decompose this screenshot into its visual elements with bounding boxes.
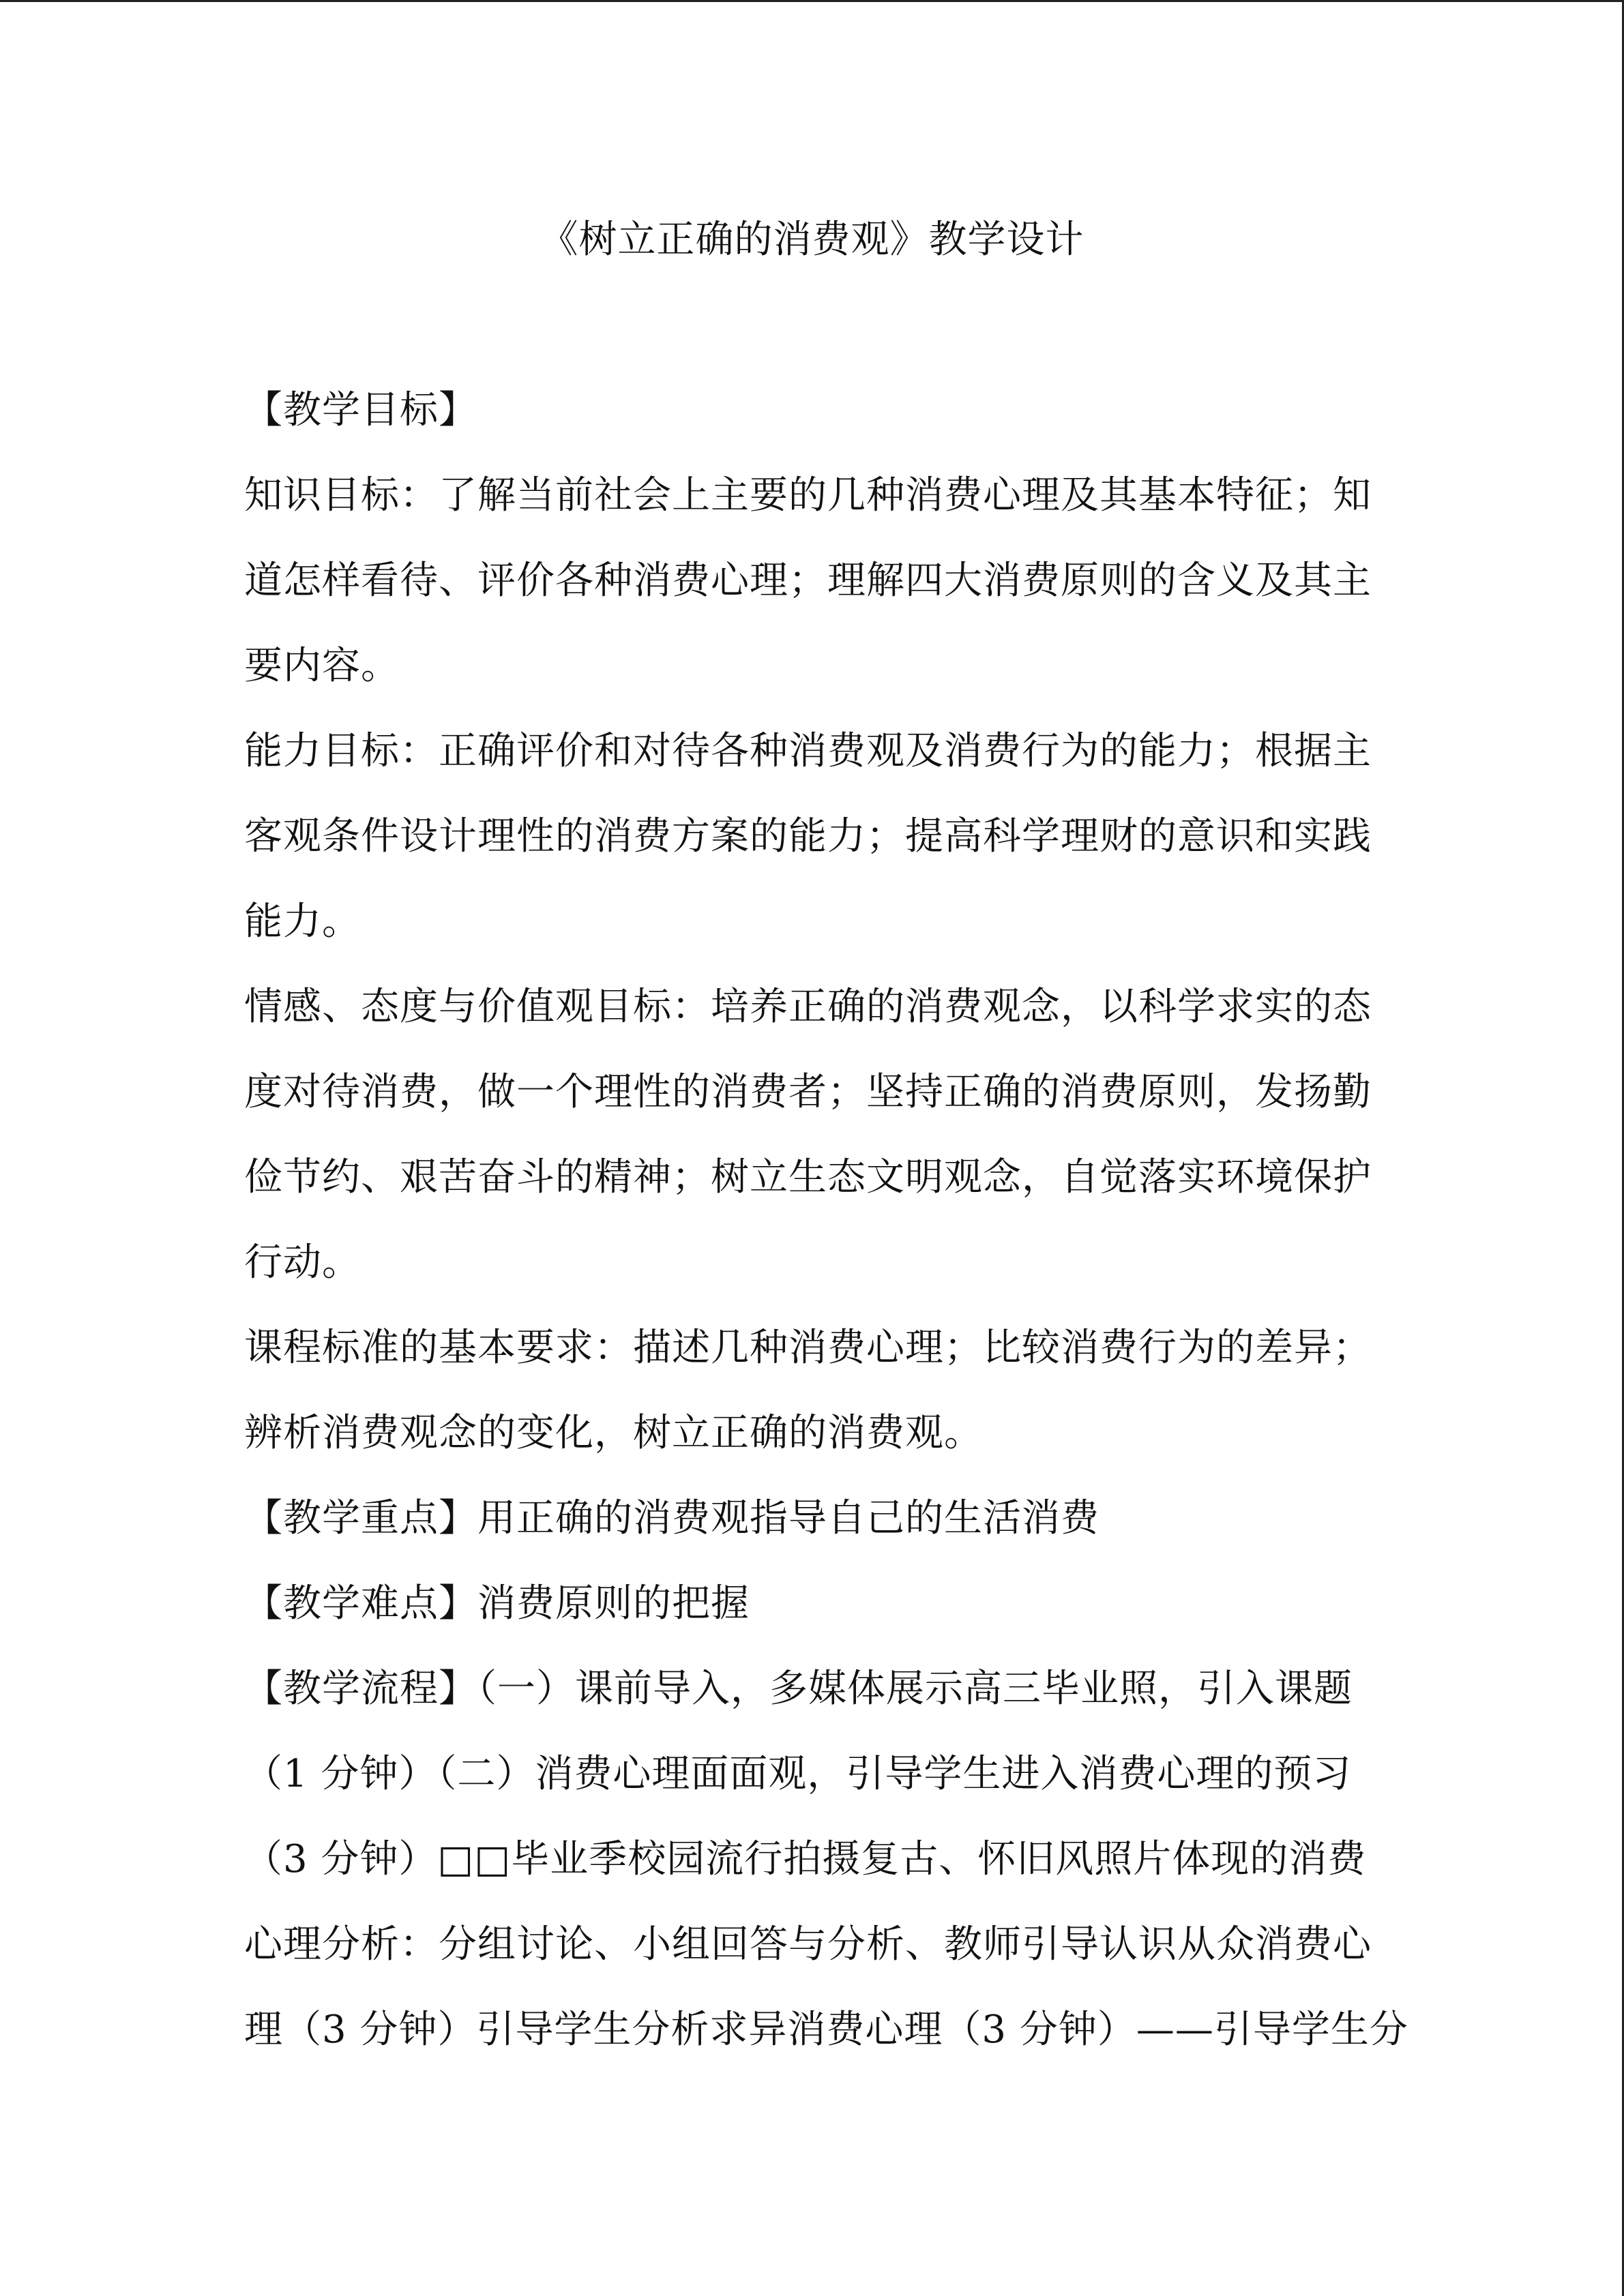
body-line: 理（3 分钟）引导学生分析求异消费心理（3 分钟）——引导学生分: [244, 2008, 1408, 2052]
section-heading-key-point: 【教学重点】用正确的消费观指导自己的生活消费: [244, 1496, 1099, 1540]
section-heading-difficulty: 【教学难点】消费原则的把握: [244, 1581, 750, 1626]
page-border-top: [0, 0, 1624, 2]
body-line: 客观条件设计理性的消费方案的能力；提高科学理财的意识和实践: [244, 814, 1372, 859]
section-heading-process: 【教学流程】（一）课前导入，多媒体展示高三毕业照，引入课题: [244, 1667, 1353, 1711]
body-line: 行动。: [244, 1240, 361, 1285]
body-line: 度对待消费，做一个理性的消费者；坚持正确的消费原则，发扬勤: [244, 1070, 1372, 1114]
body-line: 道怎样看待、评价各种消费心理；理解四大消费原则的含义及其主: [244, 558, 1372, 603]
body-line: 课程标准的基本要求：描述几种消费心理；比较消费行为的差异；: [244, 1326, 1372, 1370]
body-line: 能力。: [244, 899, 361, 944]
body-line: （3 分钟）□□毕业季校园流行拍摄复古、怀旧风照片体现的消费: [244, 1837, 1367, 1881]
document-title: 《树立正确的消费观》教学设计: [540, 218, 1084, 262]
body-line: 俭节约、艰苦奋斗的精神；树立生态文明观念，自觉落实环境保护: [244, 1155, 1372, 1199]
body-line: 知识目标：了解当前社会上主要的几种消费心理及其基本特征；知: [244, 473, 1372, 518]
body-line: 要内容。: [244, 644, 400, 688]
section-heading-objectives: 【教学目标】: [244, 388, 477, 432]
body-line: 能力目标：正确评价和对待各种消费观及消费行为的能力；根据主: [244, 729, 1372, 773]
body-line: 辨析消费观念的变化，树立正确的消费观。: [244, 1411, 983, 1455]
body-line: 心理分析：分组讨论、小组回答与分析、教师引导认识从众消费心: [244, 1922, 1372, 1967]
body-line: （1 分钟）（二）消费心理面面观，引导学生进入消费心理的预习: [244, 1752, 1352, 1796]
body-line: 情感、态度与价值观目标：培养正确的消费观念，以科学求实的态: [244, 985, 1372, 1029]
